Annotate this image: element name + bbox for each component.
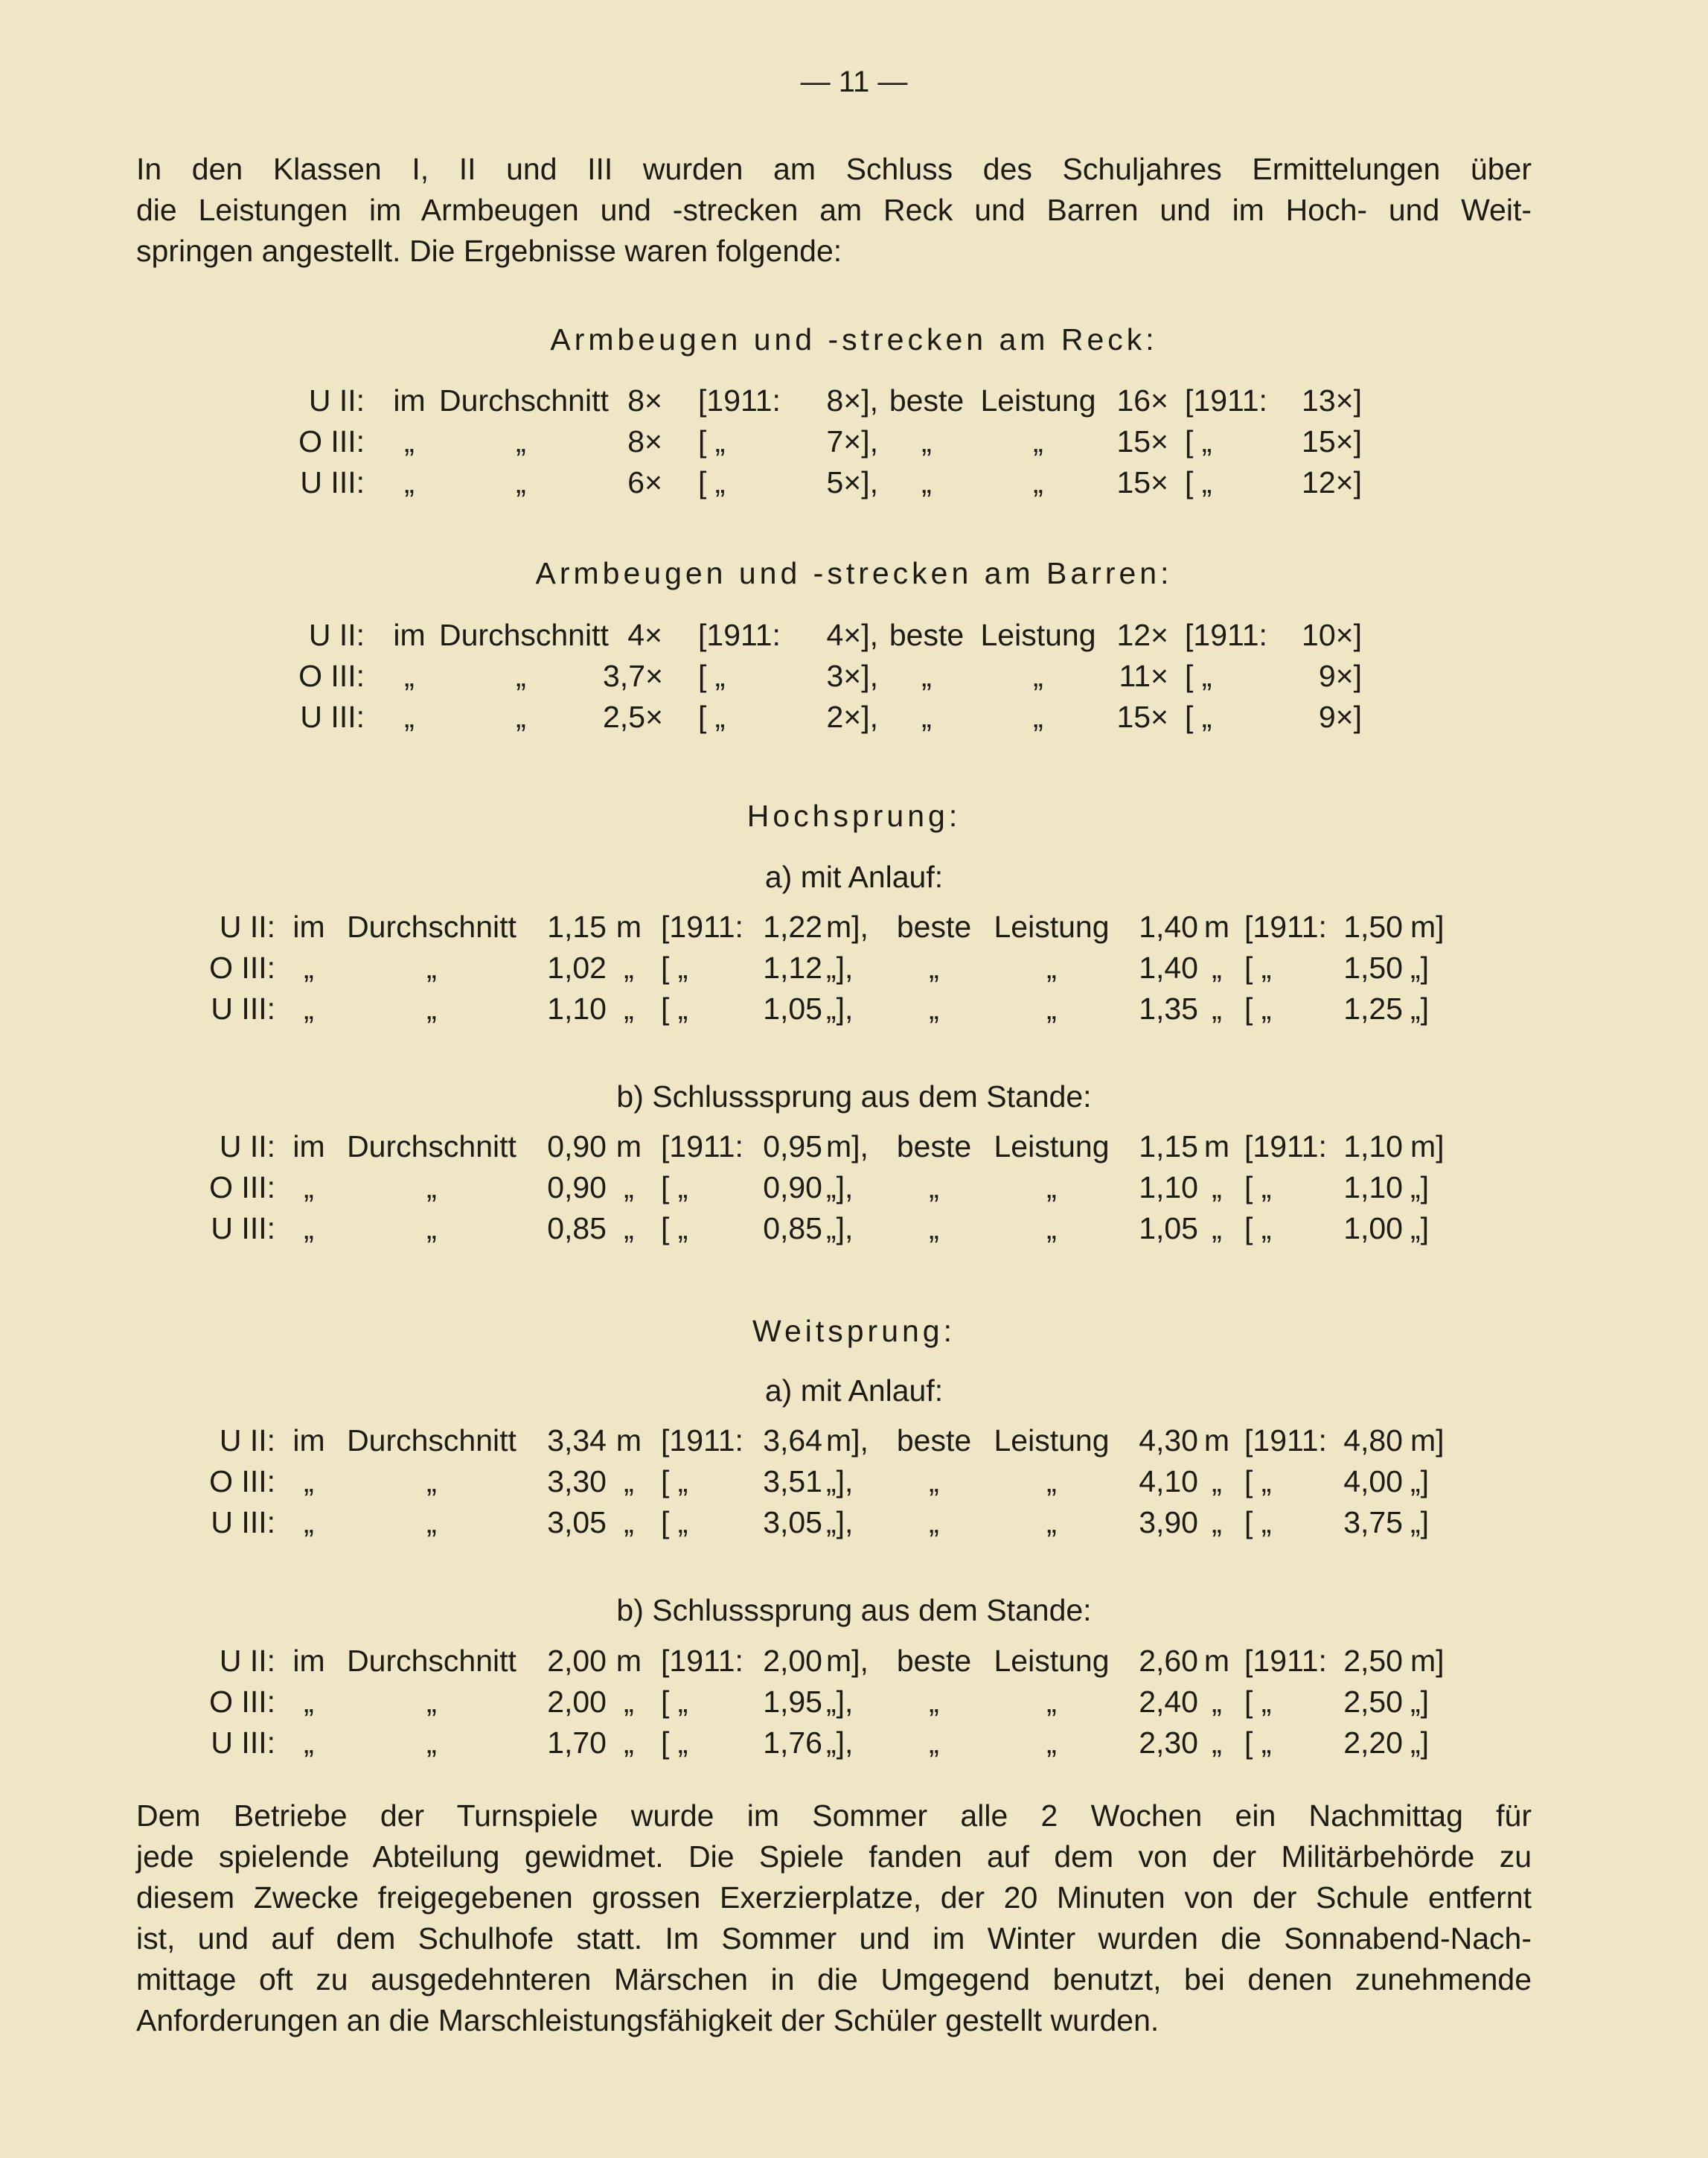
- hochsprung-a-cell-u1: m: [615, 910, 642, 944]
- weitsprung-b-row: [0, 1644, 1708, 1682]
- reck-cell-q2: Leistung: [980, 383, 1096, 418]
- reck-row: [0, 383, 1708, 422]
- weitsprung-b-cell-q2: „: [1046, 1726, 1057, 1760]
- hochsprung-b-row: [0, 1170, 1708, 1209]
- hochsprung-b-cell-u2: „],: [826, 1170, 854, 1204]
- reck-cell-v1: 8×: [627, 383, 662, 418]
- hochsprung-b-cell-u3: „: [1212, 1170, 1222, 1204]
- reck-cell-v2: 7×],: [826, 424, 878, 459]
- barren-cell-v3: 12×: [1116, 618, 1168, 652]
- hochsprung-b-cell-p1: [ „: [661, 1211, 688, 1245]
- hochsprung-b-cell-v2: 0,95: [763, 1129, 822, 1163]
- hochsprung-a-cell-v3: 1,40: [1139, 951, 1198, 985]
- weitsprung-a-cell-q2: Leistung: [994, 1423, 1110, 1458]
- hochsprung-b-cell-v3: 1,05: [1139, 1211, 1198, 1245]
- reck-cell-cls: O III:: [298, 424, 365, 459]
- weitsprung-a-cell-u4: „]: [1410, 1505, 1430, 1539]
- weitsprung-a-cell-cls: O III:: [209, 1464, 275, 1498]
- barren-cell-v1: 3,7×: [603, 659, 663, 693]
- reck-cell-v3: 15×: [1116, 465, 1168, 499]
- barren-cell-v2: 4×],: [826, 618, 878, 652]
- barren-cell-q1: „: [921, 700, 932, 734]
- intro-line: die Leistungen im Armbeugen und -strecken am Reck und Barren und im Hoch- und Weit-: [136, 193, 1532, 227]
- hochsprung-a-cell-cls: O III:: [209, 951, 275, 985]
- weitsprung-b-cell-v4: 2,20: [1343, 1726, 1403, 1760]
- hochsprung-b-cell-b: Durchschnitt: [347, 1129, 516, 1163]
- reck-cell-v1: 8×: [627, 424, 662, 459]
- barren-row: [0, 618, 1708, 657]
- hochsprung-a-cell-q1: „: [929, 951, 939, 985]
- section-title-reck: Armbeugen und -strecken am Reck:: [550, 322, 1158, 357]
- hochsprung-a-cell-p2: [ „: [1244, 951, 1272, 985]
- hochsprung-b-cell-u3: „: [1212, 1211, 1222, 1245]
- weitsprung-b-cell-b: Durchschnitt: [347, 1644, 516, 1678]
- weitsprung-b-cell-v1: 1,70: [547, 1726, 607, 1760]
- reck-cell-q1: beste: [889, 383, 965, 418]
- weitsprung-a-cell-cls: U II:: [219, 1423, 275, 1458]
- weitsprung-b-cell-q1: „: [929, 1685, 939, 1719]
- weitsprung-b-cell-v3: 2,60: [1139, 1644, 1198, 1678]
- hochsprung-a-cell-v2: 1,22: [763, 910, 822, 944]
- hochsprung-b-cell-q2: „: [1046, 1211, 1057, 1245]
- page-number: — 11 —: [800, 66, 908, 98]
- hochsprung-a-cell-q1: beste: [896, 910, 972, 944]
- hochsprung-a-cell-u3: „: [1212, 951, 1222, 985]
- barren-cell-v2: 2×],: [826, 700, 878, 734]
- hochsprung-a-cell-u2: m],: [826, 910, 869, 944]
- weitsprung-a-cell-a: „: [304, 1464, 314, 1498]
- hochsprung-b-cell-p2: [ „: [1244, 1211, 1272, 1245]
- weitsprung-a-cell-a: „: [304, 1505, 314, 1539]
- weitsprung-b-cell-v4: 2,50: [1343, 1685, 1403, 1719]
- weitsprung-a-cell-cls: U III:: [211, 1505, 275, 1539]
- weitsprung-a-cell-u3: m: [1203, 1423, 1230, 1458]
- weitsprung-b-cell-u4: „]: [1410, 1685, 1430, 1719]
- hochsprung-a-cell-u3: „: [1212, 992, 1222, 1026]
- hochsprung-b-cell-q1: „: [929, 1211, 939, 1245]
- hochsprung-b-cell-v3: 1,10: [1139, 1170, 1198, 1204]
- weitsprung-a-row: [0, 1423, 1708, 1462]
- hochsprung-b-cell-p2: [1911:: [1244, 1129, 1327, 1163]
- weitsprung-a-cell-u1: „: [624, 1505, 634, 1539]
- closing-paragraph: [136, 1795, 1532, 2041]
- weitsprung-b-cell-v3: 2,30: [1139, 1726, 1198, 1760]
- hochsprung-b-cell-p2: [ „: [1244, 1170, 1272, 1204]
- hochsprung-b-cell-q2: „: [1046, 1170, 1057, 1204]
- intro-line: In den Klassen I, II und III wurden am Schluss des Schuljahres Ermittelungen über: [136, 152, 1532, 186]
- barren-cell-q1: beste: [889, 618, 965, 652]
- weitsprung-a-cell-v4: 4,00: [1343, 1464, 1403, 1498]
- hochsprung-b-cell-a: „: [304, 1211, 314, 1245]
- reck-cell-b: Durchschnitt: [439, 383, 609, 418]
- barren-row: [0, 700, 1708, 738]
- weitsprung-b-cell-v4: 2,50: [1343, 1644, 1403, 1678]
- reck-cell-v3: 15×: [1116, 424, 1168, 459]
- weitsprung-b-cell-p2: [1911:: [1244, 1644, 1327, 1678]
- weitsprung-a-cell-u2: „],: [826, 1505, 854, 1539]
- hochsprung-a-cell-b: Durchschnitt: [347, 910, 516, 944]
- barren-cell-p2: [ „: [1185, 659, 1212, 693]
- reck-cell-p2: [ „: [1185, 465, 1212, 499]
- hochsprung-a-cell-q2: Leistung: [994, 910, 1110, 944]
- hochsprung-b-cell-v4: 1,10: [1343, 1129, 1403, 1163]
- hochsprung-b-cell-u4: m]: [1410, 1129, 1445, 1163]
- weitsprung-a-cell-b: „: [426, 1505, 437, 1539]
- weitsprung-a-cell-u2: „],: [826, 1464, 854, 1498]
- hochsprung-b-label: b) Schlusssprung aus dem Stande:: [616, 1079, 1092, 1114]
- hochsprung-a-cell-cls: U II:: [219, 910, 275, 944]
- hochsprung-a-cell-v1: 1,15: [547, 910, 607, 944]
- intro-line: springen angestellt. Die Ergebnisse waren folgende:: [136, 234, 842, 268]
- hochsprung-a-cell-v3: 1,35: [1139, 992, 1198, 1026]
- barren-cell-a: „: [404, 700, 415, 734]
- barren-cell-v4: 9×]: [1318, 659, 1362, 693]
- weitsprung-a-cell-v3: 4,10: [1139, 1464, 1198, 1498]
- hochsprung-a-cell-u3: m: [1203, 910, 1230, 944]
- weitsprung-a-cell-q2: „: [1046, 1505, 1057, 1539]
- section-title-weitsprung: Weitsprung:: [752, 1314, 956, 1348]
- hochsprung-a-cell-u4: m]: [1410, 910, 1445, 944]
- hochsprung-a-cell-p1: [ „: [661, 951, 688, 985]
- weitsprung-a-cell-u3: „: [1212, 1505, 1222, 1539]
- reck-cell-a: „: [404, 424, 415, 459]
- hochsprung-b-cell-cls: U II:: [219, 1129, 275, 1163]
- barren-cell-q2: „: [1033, 700, 1043, 734]
- weitsprung-a-cell-v3: 4,30: [1139, 1423, 1198, 1458]
- weitsprung-a-cell-u1: „: [624, 1464, 634, 1498]
- reck-cell-p1: [1911:: [698, 383, 781, 418]
- reck-row: [0, 424, 1708, 463]
- hochsprung-a-cell-b: „: [426, 992, 437, 1026]
- weitsprung-b-cell-v2: 1,95: [763, 1685, 822, 1719]
- weitsprung-b-cell-u1: m: [615, 1644, 642, 1678]
- weitsprung-a-cell-u4: m]: [1410, 1423, 1445, 1458]
- weitsprung-a-cell-u3: „: [1212, 1464, 1222, 1498]
- weitsprung-b-row: [0, 1685, 1708, 1723]
- hochsprung-a-row: [0, 992, 1708, 1030]
- weitsprung-a-cell-p1: [ „: [661, 1464, 688, 1498]
- weitsprung-a-cell-q2: „: [1046, 1464, 1057, 1498]
- hochsprung-a-cell-a: „: [304, 951, 314, 985]
- weitsprung-b-label: b) Schlusssprung aus dem Stande:: [616, 1593, 1092, 1627]
- barren-cell-v1: 2,5×: [603, 700, 663, 734]
- reck-cell-b: „: [516, 465, 526, 499]
- hochsprung-b-cell-v4: 1,10: [1343, 1170, 1403, 1204]
- weitsprung-a-cell-v2: 3,05: [763, 1505, 822, 1539]
- hochsprung-b-cell-u1: „: [624, 1170, 634, 1204]
- hochsprung-a-cell-p2: [ „: [1244, 992, 1272, 1026]
- hochsprung-a-cell-p1: [1911:: [661, 910, 743, 944]
- weitsprung-a-cell-v4: 3,75: [1343, 1505, 1403, 1539]
- barren-cell-cls: U II:: [308, 618, 365, 652]
- weitsprung-a-cell-u2: m],: [826, 1423, 869, 1458]
- intro-paragraph: [136, 149, 1532, 272]
- weitsprung-a-row: [0, 1505, 1708, 1544]
- weitsprung-a-cell-v1: 3,34: [547, 1423, 607, 1458]
- section-title-barren: Armbeugen und -strecken am Barren:: [535, 556, 1173, 590]
- hochsprung-a-cell-v1: 1,10: [547, 992, 607, 1026]
- weitsprung-a-cell-a: im: [292, 1423, 325, 1458]
- weitsprung-a-cell-v4: 4,80: [1343, 1423, 1403, 1458]
- barren-cell-a: im: [393, 618, 426, 652]
- hochsprung-a-cell-p2: [1911:: [1244, 910, 1327, 944]
- hochsprung-a-cell-p1: [ „: [661, 992, 688, 1026]
- barren-cell-b: „: [516, 700, 526, 734]
- hochsprung-a-cell-q1: „: [929, 992, 939, 1026]
- barren-cell-v2: 3×],: [826, 659, 878, 693]
- reck-cell-cls: U II:: [308, 383, 365, 418]
- barren-row: [0, 659, 1708, 697]
- hochsprung-a-cell-q2: „: [1046, 992, 1057, 1026]
- weitsprung-a-cell-p1: [1911:: [661, 1423, 743, 1458]
- hochsprung-a-cell-v1: 1,02: [547, 951, 607, 985]
- weitsprung-b-cell-cls: U II:: [219, 1644, 275, 1678]
- hochsprung-b-cell-q1: beste: [896, 1129, 972, 1163]
- reck-cell-b: „: [516, 424, 526, 459]
- hochsprung-b-cell-u4: „]: [1410, 1170, 1430, 1204]
- weitsprung-b-cell-a: „: [304, 1726, 314, 1760]
- hochsprung-b-cell-q1: „: [929, 1170, 939, 1204]
- reck-cell-v4: 13×]: [1302, 383, 1362, 418]
- reck-cell-p2: [1911:: [1185, 383, 1267, 418]
- barren-cell-q2: „: [1033, 659, 1043, 693]
- weitsprung-b-cell-a: „: [304, 1685, 314, 1719]
- weitsprung-b-cell-p1: [ „: [661, 1685, 688, 1719]
- closing-line: Dem Betriebe der Turnspiele wurde im Sommer alle 2 Wochen ein Nachmittag für: [136, 1798, 1532, 1833]
- hochsprung-b-cell-v4: 1,00: [1343, 1211, 1403, 1245]
- weitsprung-a-cell-u4: „]: [1410, 1464, 1430, 1498]
- hochsprung-a-cell-u4: „]: [1410, 951, 1430, 985]
- weitsprung-a-cell-p2: [1911:: [1244, 1423, 1327, 1458]
- barren-cell-v4: 10×]: [1302, 618, 1362, 652]
- reck-cell-a: „: [404, 465, 415, 499]
- weitsprung-b-cell-u1: „: [624, 1685, 634, 1719]
- weitsprung-b-cell-u4: „]: [1410, 1726, 1430, 1760]
- hochsprung-a-label: a) mit Anlauf:: [764, 860, 944, 894]
- hochsprung-b-cell-p1: [1911:: [661, 1129, 743, 1163]
- hochsprung-b-cell-u2: „],: [826, 1211, 854, 1245]
- barren-cell-p2: [ „: [1185, 700, 1212, 734]
- hochsprung-a-row: [0, 910, 1708, 948]
- weitsprung-b-cell-v1: 2,00: [547, 1685, 607, 1719]
- hochsprung-b-cell-cls: O III:: [209, 1170, 275, 1204]
- hochsprung-a-cell-v4: 1,50: [1343, 910, 1403, 944]
- hochsprung-a-cell-u1: „: [624, 992, 634, 1026]
- barren-cell-q1: „: [921, 659, 932, 693]
- weitsprung-b-cell-u3: m: [1203, 1644, 1230, 1678]
- weitsprung-a-cell-q1: „: [929, 1464, 939, 1498]
- weitsprung-b-cell-p1: [ „: [661, 1726, 688, 1760]
- reck-cell-v2: 8×],: [826, 383, 878, 418]
- hochsprung-a-cell-v2: 1,12: [763, 951, 822, 985]
- reck-cell-q2: „: [1033, 424, 1043, 459]
- barren-cell-p2: [1911:: [1185, 618, 1267, 652]
- hochsprung-b-cell-u3: m: [1203, 1129, 1230, 1163]
- barren-cell-cls: U III:: [300, 700, 365, 734]
- weitsprung-b-cell-u3: „: [1212, 1726, 1222, 1760]
- hochsprung-b-cell-v2: 0,85: [763, 1211, 822, 1245]
- closing-line: ist, und auf dem Schulhofe statt. Im Sommer und im Winter wurden die Sonnabend-Nach-: [136, 1921, 1532, 1956]
- hochsprung-b-cell-a: „: [304, 1170, 314, 1204]
- weitsprung-b-cell-a: im: [292, 1644, 325, 1678]
- reck-cell-cls: U III:: [300, 465, 365, 499]
- hochsprung-a-row: [0, 951, 1708, 989]
- reck-cell-q2: „: [1033, 465, 1043, 499]
- weitsprung-b-cell-cls: O III:: [209, 1685, 275, 1719]
- weitsprung-b-cell-q1: beste: [896, 1644, 972, 1678]
- hochsprung-b-row: [0, 1129, 1708, 1168]
- weitsprung-a-cell-u1: m: [615, 1423, 642, 1458]
- weitsprung-a-cell-q1: beste: [896, 1423, 972, 1458]
- weitsprung-b-cell-u3: „: [1212, 1685, 1222, 1719]
- weitsprung-a-label: a) mit Anlauf:: [764, 1373, 944, 1408]
- reck-cell-p1: [ „: [698, 465, 726, 499]
- barren-cell-a: „: [404, 659, 415, 693]
- closing-line: Anforderungen an die Marschleistungsfähigkeit der Schüler gestellt wurden.: [136, 2003, 1160, 2037]
- hochsprung-a-cell-v2: 1,05: [763, 992, 822, 1026]
- reck-cell-v3: 16×: [1116, 383, 1168, 418]
- weitsprung-b-cell-p2: [ „: [1244, 1726, 1272, 1760]
- weitsprung-a-cell-v1: 3,05: [547, 1505, 607, 1539]
- weitsprung-b-cell-u2: „],: [826, 1685, 854, 1719]
- weitsprung-a-row: [0, 1464, 1708, 1503]
- weitsprung-b-cell-v2: 2,00: [763, 1644, 822, 1678]
- hochsprung-b-cell-u2: m],: [826, 1129, 869, 1163]
- weitsprung-b-cell-q1: „: [929, 1726, 939, 1760]
- hochsprung-b-cell-a: im: [292, 1129, 325, 1163]
- weitsprung-b-cell-u1: „: [624, 1726, 634, 1760]
- hochsprung-a-cell-a: im: [292, 910, 325, 944]
- hochsprung-b-cell-u1: m: [615, 1129, 642, 1163]
- hochsprung-b-cell-v2: 0,90: [763, 1170, 822, 1204]
- weitsprung-a-cell-v1: 3,30: [547, 1464, 607, 1498]
- reck-cell-v2: 5×],: [826, 465, 878, 499]
- hochsprung-a-cell-v4: 1,25: [1343, 992, 1403, 1026]
- weitsprung-b-cell-p2: [ „: [1244, 1685, 1272, 1719]
- barren-cell-v4: 9×]: [1318, 700, 1362, 734]
- barren-cell-v3: 11×: [1119, 659, 1168, 693]
- reck-cell-v1: 6×: [627, 465, 662, 499]
- weitsprung-b-cell-p1: [1911:: [661, 1644, 743, 1678]
- hochsprung-b-cell-u1: „: [624, 1211, 634, 1245]
- hochsprung-b-cell-q2: Leistung: [994, 1129, 1110, 1163]
- weitsprung-b-cell-u4: m]: [1410, 1644, 1445, 1678]
- hochsprung-b-cell-b: „: [426, 1211, 437, 1245]
- hochsprung-b-cell-p1: [ „: [661, 1170, 688, 1204]
- hochsprung-b-cell-v1: 0,85: [547, 1211, 607, 1245]
- hochsprung-b-cell-v3: 1,15: [1139, 1129, 1198, 1163]
- hochsprung-b-cell-b: „: [426, 1170, 437, 1204]
- closing-line: diesem Zwecke freigegebenen grossen Exerzierplatze, der 20 Minuten von der Schule entfernt: [136, 1880, 1532, 1915]
- closing-line: jede spielende Abteilung gewidmet. Die Spiele fanden auf dem von der Militärbehörde zu: [136, 1839, 1532, 1874]
- hochsprung-a-cell-u4: „]: [1410, 992, 1430, 1026]
- barren-cell-cls: O III:: [298, 659, 365, 693]
- section-title-hochsprung: Hochsprung:: [746, 799, 962, 833]
- weitsprung-b-row: [0, 1726, 1708, 1764]
- hochsprung-a-cell-a: „: [304, 992, 314, 1026]
- weitsprung-a-cell-v2: 3,64: [763, 1423, 822, 1458]
- reck-cell-p2: [ „: [1185, 424, 1212, 459]
- weitsprung-b-cell-b: „: [426, 1685, 437, 1719]
- barren-cell-p1: [1911:: [698, 618, 781, 652]
- weitsprung-b-cell-v3: 2,40: [1139, 1685, 1198, 1719]
- weitsprung-a-cell-q1: „: [929, 1505, 939, 1539]
- hochsprung-b-cell-v1: 0,90: [547, 1170, 607, 1204]
- reck-cell-a: im: [393, 383, 426, 418]
- reck-row: [0, 465, 1708, 504]
- weitsprung-a-cell-b: „: [426, 1464, 437, 1498]
- reck-cell-p1: [ „: [698, 424, 726, 459]
- hochsprung-a-cell-q2: „: [1046, 951, 1057, 985]
- weitsprung-b-cell-u2: m],: [826, 1644, 869, 1678]
- reck-cell-q1: „: [921, 424, 932, 459]
- barren-cell-b: Durchschnitt: [439, 618, 609, 652]
- barren-cell-p1: [ „: [698, 659, 726, 693]
- closing-line: mittage oft zu ausgedehnteren Märschen in die Umgegend benutzt, bei denen zunehmende: [136, 1962, 1532, 1996]
- hochsprung-a-cell-cls: U III:: [211, 992, 275, 1026]
- hochsprung-a-cell-u2: „],: [826, 951, 854, 985]
- reck-cell-v4: 12×]: [1302, 465, 1362, 499]
- hochsprung-a-cell-u1: „: [624, 951, 634, 985]
- barren-cell-q2: Leistung: [980, 618, 1096, 652]
- weitsprung-b-cell-u2: „],: [826, 1726, 854, 1760]
- weitsprung-a-cell-v2: 3,51: [763, 1464, 822, 1498]
- weitsprung-b-cell-q2: „: [1046, 1685, 1057, 1719]
- hochsprung-b-cell-u4: „]: [1410, 1211, 1430, 1245]
- weitsprung-b-cell-b: „: [426, 1726, 437, 1760]
- weitsprung-a-cell-v3: 3,90: [1139, 1505, 1198, 1539]
- hochsprung-a-cell-b: „: [426, 951, 437, 985]
- reck-cell-v4: 15×]: [1302, 424, 1362, 459]
- hochsprung-b-cell-v1: 0,90: [547, 1129, 607, 1163]
- weitsprung-a-cell-p2: [ „: [1244, 1464, 1272, 1498]
- weitsprung-a-cell-p2: [ „: [1244, 1505, 1272, 1539]
- hochsprung-a-cell-v3: 1,40: [1139, 910, 1198, 944]
- hochsprung-a-cell-v4: 1,50: [1343, 951, 1403, 985]
- hochsprung-b-cell-cls: U III:: [211, 1211, 275, 1245]
- weitsprung-b-cell-cls: U III:: [211, 1726, 275, 1760]
- barren-cell-p1: [ „: [698, 700, 726, 734]
- weitsprung-b-cell-q2: Leistung: [994, 1644, 1110, 1678]
- barren-cell-v3: 15×: [1116, 700, 1168, 734]
- hochsprung-a-cell-u2: „],: [826, 992, 854, 1026]
- barren-cell-b: „: [516, 659, 526, 693]
- weitsprung-a-cell-p1: [ „: [661, 1505, 688, 1539]
- weitsprung-b-cell-v2: 1,76: [763, 1726, 822, 1760]
- weitsprung-b-cell-v1: 2,00: [547, 1644, 607, 1678]
- weitsprung-a-cell-b: Durchschnitt: [347, 1423, 516, 1458]
- hochsprung-b-row: [0, 1211, 1708, 1250]
- reck-cell-q1: „: [921, 465, 932, 499]
- barren-cell-v1: 4×: [627, 618, 662, 652]
